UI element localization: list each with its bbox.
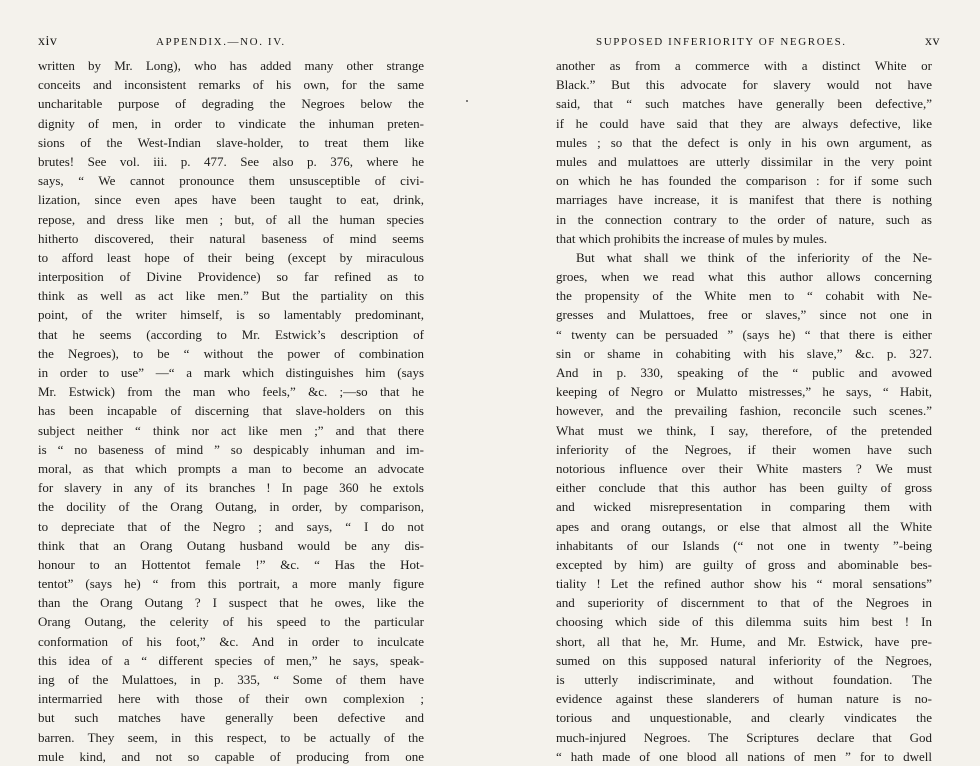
- text-line: much-injured Negroes. The Scriptures declare that God: [556, 729, 932, 745]
- left-page-header: [38, 34, 428, 52]
- text-line: intermarried here with those of their own complexion ;: [38, 691, 424, 707]
- text-line: Orang Outang, the celerity of his speed to the particular: [38, 614, 424, 630]
- text-line: to depreciate that of the Negro ; and says, “ I do not: [38, 518, 424, 534]
- text-line: than the Orang Outang ? I suspect that he owes, like the: [38, 595, 424, 611]
- text-line: brutes! See vol. iii. p. 477. See also p. 376, where he: [38, 153, 424, 169]
- text-line: is utterly indiscriminate, and without foundation. The: [556, 672, 932, 687]
- text-line: And in p. 330, speaking of the “ public and avowed: [556, 365, 932, 380]
- page-number: xv: [925, 34, 940, 49]
- text-line: tentot” (says he) “ from this portrait, a more manly figure: [38, 576, 424, 592]
- text-line: repose, and dress like men ; but, of all the human species: [38, 211, 424, 227]
- gutter-speck: [466, 100, 468, 102]
- text-line: honour to an Hottentot female !” &c. “ Has the Hot-: [38, 556, 424, 572]
- text-line: subject neither “ think nor act like men ;” and that there: [38, 422, 424, 438]
- text-line: written by Mr. Long), who has added many other strange: [38, 58, 424, 73]
- text-line: interposition of Divine Providence) so far refined as to: [38, 269, 424, 285]
- text-line: apes and orang outangs, or else that almost all the White: [556, 518, 932, 534]
- text-line: moral, as that which prompts a man to become an advocate: [38, 460, 424, 476]
- text-line: is “ no baseness of mind ” so despicably inhuman and im-: [38, 441, 424, 457]
- text-line: Mr. Estwick) from the man who feels,” &c. ;—so that he: [38, 384, 424, 400]
- text-line: notorious influence over their White masters ? We must: [556, 460, 932, 476]
- text-line: gresses and Mulattoes, free or slaves,” since not one in: [556, 307, 932, 323]
- text-line: that he seems (according to Mr. Estwick’s description of: [38, 326, 424, 342]
- text-line: mule kind, and not so capable of producing from one: [38, 748, 424, 764]
- text-line: But what shall we think of the inferiority of the Ne-: [576, 249, 932, 265]
- running-head: SUPPOSED INFERIORITY OF NEGROES.: [596, 36, 847, 48]
- text-line: said, that “ such matches have generally been defective,”: [556, 96, 932, 112]
- text-line: the propensity of the White men to “ cohabit with Ne-: [556, 288, 932, 304]
- text-line: says, “ We cannot pronounce them unsusceptible of civi-: [38, 173, 424, 189]
- text-line: think as well as act like men.” But the partiality on this: [38, 288, 424, 304]
- text-line: “ hath made of one blood all nations of men ” for to dwell: [556, 748, 932, 764]
- text-line: to afford least hope of their being (except by miraculous: [38, 249, 424, 265]
- right-page-header: [556, 34, 940, 52]
- text-line: mules and mulattoes are utterly dissimilar in the very point: [556, 153, 932, 169]
- text-line: keeping of Negro or Mulatto mistresses,” he says, “ Habit,: [556, 384, 932, 400]
- text-line: in order to use” —“ a mark which distinguishes him (says: [38, 365, 424, 380]
- text-line: either conclude that this author has been guilty of gross: [556, 480, 932, 496]
- text-line: another as from a commerce with a distinct White or: [556, 58, 932, 73]
- text-line: marriages have increase, it is manifest that there is nothing: [556, 192, 932, 208]
- left-page: [0, 0, 490, 764]
- text-line: excepted by him) are guilty of gross and abominable bes-: [556, 556, 932, 572]
- text-line: tiality ! Let the refined author show his “ moral sensations”: [556, 576, 932, 592]
- text-line: for slavery in any of its branches ! In page 360 he extols: [38, 480, 424, 496]
- text-line: and superiority of discernment to that of the Negroes in: [556, 595, 932, 611]
- text-line: if he could have said that they are always defective, like: [556, 115, 932, 131]
- running-head: APPENDIX.—NO. IV.: [156, 36, 286, 48]
- text-line: point, of the writer himself, is so lamentably predominant,: [38, 307, 424, 323]
- text-line: conformation of his foot,” &c. And in order to inculcate: [38, 633, 424, 649]
- text-line: but such matches have generally been defective and: [38, 710, 424, 726]
- text-line: lization, since even apes have been taught to eat, drink,: [38, 192, 424, 208]
- text-line: the docility of the Orang Outang, in order, by comparison,: [38, 499, 424, 515]
- text-line: in the connection contrary to the order of nature, such as: [556, 211, 932, 227]
- text-line: choosing which side of this dilemma suits him best ! In: [556, 614, 932, 630]
- text-line: however, and the prevailing fashion, reconcile such scenes.”: [556, 403, 932, 419]
- page-number: xiv: [38, 34, 58, 49]
- right-page-text: [556, 56, 932, 766]
- text-line: mules ; so that the defect is only in his own argument, as: [556, 134, 932, 150]
- right-page: [490, 0, 980, 764]
- text-line: dignity of men, in order to vindicate the inhuman preten-: [38, 115, 424, 131]
- text-line: inhabitants of our Islands (“ not one in twenty ”-being: [556, 537, 932, 553]
- text-line: sin or shame in cohabiting with his slave,” &c. p. 327.: [556, 345, 932, 361]
- text-line: and wicked misrepresentation in comparing them with: [556, 499, 932, 515]
- text-line: uncharitable purpose of degrading the Negroes below the: [38, 96, 424, 112]
- text-line: that which prohibits the increase of mules by mules.: [556, 230, 828, 246]
- text-line: sumed on this supposed natural inferiority of the Negroes,: [556, 652, 932, 668]
- text-line: short, all that he, Mr. Hume, and Mr. Estwick, have pre-: [556, 633, 932, 649]
- text-line: has been incapable of discerning that slave-holders on this: [38, 403, 424, 419]
- left-page-text: [38, 56, 424, 766]
- text-line: inferiority of the Negroes, if their women have such: [556, 441, 932, 457]
- text-line: torious and unquestionable, and clearly vindicates the: [556, 710, 932, 726]
- text-line: ing of the Mulattoes, in p. 335, “ Some of them have: [38, 672, 424, 687]
- text-line: sions of the West-Indian slave-holder, to treat them like: [38, 134, 424, 150]
- text-line: the Negroes), to be “ without the power of combination: [38, 345, 424, 361]
- text-line: barren. They seem, in this respect, to be actually of the: [38, 729, 424, 745]
- text-line: Black.” But this advocate for slavery would not have: [556, 77, 932, 93]
- text-line: conceits and inconsistent remarks of his own, for the same: [38, 77, 424, 93]
- text-line: hitherto discovered, their natural baseness of mind seems: [38, 230, 424, 246]
- text-line: evidence against these slanderers of human nature is no-: [556, 691, 932, 707]
- text-line: What must we think, I say, therefore, of the pretended: [556, 422, 932, 438]
- text-line: “ twenty can be persuaded ” (says he) “ that there is either: [556, 326, 932, 342]
- text-line: think that an Orang Outang husband would be any dis-: [38, 537, 424, 553]
- text-line: on which he has founded the comparison : for if some such: [556, 173, 932, 189]
- text-line: groes, when we read what this author allows concerning: [556, 269, 932, 285]
- text-line: this idea of a “ different species of men,” he says, speak-: [38, 652, 424, 668]
